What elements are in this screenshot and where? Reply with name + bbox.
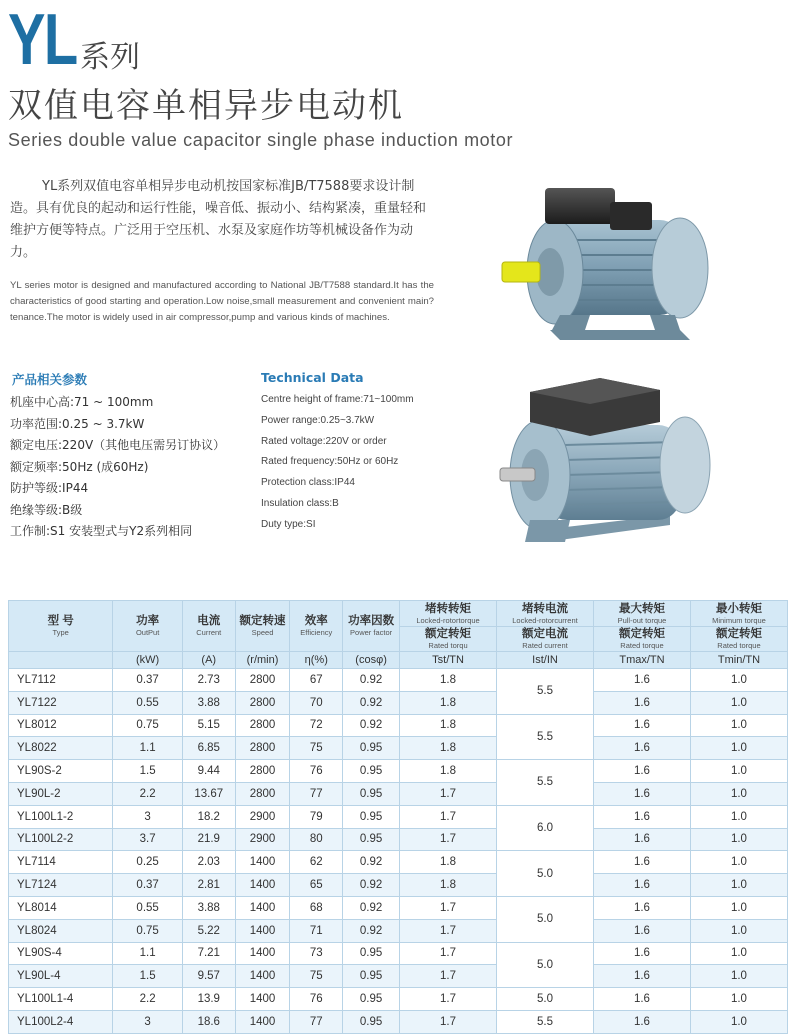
cell-type: YL8022 bbox=[9, 737, 113, 760]
tech-item: Rated voltage:220V or order bbox=[261, 435, 387, 447]
table-cell: 1.0 bbox=[690, 896, 787, 919]
table-cell: 3.88 bbox=[182, 896, 235, 919]
table-cell: 65 bbox=[290, 874, 343, 897]
table-cell: 0.92 bbox=[343, 669, 400, 692]
spec-table bbox=[8, 600, 788, 1034]
table-cell: 0.92 bbox=[343, 691, 400, 714]
col-power-factor: 功率因数 Power factor bbox=[343, 601, 400, 652]
table-cell: 0.95 bbox=[343, 988, 400, 1011]
cell-type: YL90L-4 bbox=[9, 965, 113, 988]
table-cell: 1.7 bbox=[400, 782, 497, 805]
table-cell: 0.95 bbox=[343, 805, 400, 828]
table-cell: 1.6 bbox=[593, 828, 690, 851]
table-cell: 1.0 bbox=[690, 874, 787, 897]
table-cell: 1.0 bbox=[690, 965, 787, 988]
table-cell: 18.6 bbox=[182, 1010, 235, 1033]
cell-type: YL100L1-4 bbox=[9, 988, 113, 1011]
table-cell: 0.95 bbox=[343, 965, 400, 988]
table-cell: 1.8 bbox=[400, 851, 497, 874]
table-row bbox=[9, 851, 788, 874]
cell-locked-current: 5.0 bbox=[497, 988, 594, 1011]
table-cell: 1.6 bbox=[593, 805, 690, 828]
table-row bbox=[9, 942, 788, 965]
table-cell: 1400 bbox=[235, 874, 290, 897]
table-cell: 0.95 bbox=[343, 828, 400, 851]
cell-locked-current: 5.5 bbox=[497, 669, 594, 715]
table-cell: 1.7 bbox=[400, 828, 497, 851]
cell-type: YL7114 bbox=[9, 851, 113, 874]
intro-text-cn: YL系列双值电容单相异步电动机按国家标准JB/T7588要求设计制造。具有优良的起动和运行性能，噪音低、振动小、结构紧凑，重量轻和维护方便等特点。广泛用于空压机、水泵及家庭作坊等机械设备作为动力。 bbox=[10, 179, 427, 260]
table-row bbox=[9, 896, 788, 919]
table-cell: 2800 bbox=[235, 737, 290, 760]
table-cell: 1.0 bbox=[690, 1010, 787, 1033]
table-cell: 1.6 bbox=[593, 737, 690, 760]
table-cell: 1.5 bbox=[113, 760, 183, 783]
cell-locked-current: 5.5 bbox=[497, 1010, 594, 1033]
table-cell: 2900 bbox=[235, 828, 290, 851]
table-cell: 75 bbox=[290, 737, 343, 760]
unit-cell: (A) bbox=[182, 652, 235, 669]
table-cell: 0.25 bbox=[113, 851, 183, 874]
page-title: 双值电容单相异步电动机 bbox=[8, 86, 404, 126]
cell-locked-current: 5.0 bbox=[497, 896, 594, 942]
table-cell: 1.0 bbox=[690, 851, 787, 874]
table-cell: 1.6 bbox=[593, 1010, 690, 1033]
table-cell: 1.6 bbox=[593, 669, 690, 692]
table-cell: 1.6 bbox=[593, 919, 690, 942]
table-cell: 3 bbox=[113, 1010, 183, 1033]
table-cell: 72 bbox=[290, 714, 343, 737]
table-cell: 1.6 bbox=[593, 714, 690, 737]
table-cell: 2.03 bbox=[182, 851, 235, 874]
table-cell: 2800 bbox=[235, 782, 290, 805]
table-cell: 1.6 bbox=[593, 988, 690, 1011]
cell-type: YL8014 bbox=[9, 896, 113, 919]
cell-type: YL7122 bbox=[9, 691, 113, 714]
series-label: 系列 bbox=[80, 40, 140, 75]
unit-cell: η(%) bbox=[290, 652, 343, 669]
table-cell: 0.75 bbox=[113, 714, 183, 737]
unit-cell: Ist/IN bbox=[497, 652, 594, 669]
table-cell: 1.6 bbox=[593, 942, 690, 965]
col-locked-current: 堵转电流 Locked-rotorcurrent 额定电流 Rated current bbox=[497, 601, 594, 652]
table-cell: 62 bbox=[290, 851, 343, 874]
table-cell: 1400 bbox=[235, 965, 290, 988]
table-cell: 76 bbox=[290, 760, 343, 783]
table-cell: 0.92 bbox=[343, 874, 400, 897]
tech-item: Power range:0.25~3.7kW bbox=[261, 414, 375, 426]
tech-item: Protection class:IP44 bbox=[261, 477, 355, 489]
table-cell: 1.1 bbox=[113, 737, 183, 760]
table-cell: 1.0 bbox=[690, 737, 787, 760]
table-cell: 3.7 bbox=[113, 828, 183, 851]
table-cell: 0.95 bbox=[343, 1010, 400, 1033]
table-cell: 0.55 bbox=[113, 691, 183, 714]
col-efficiency: 效率 Efficiency bbox=[290, 601, 343, 652]
table-cell: 1.8 bbox=[400, 691, 497, 714]
table-cell: 79 bbox=[290, 805, 343, 828]
table-cell: 13.67 bbox=[182, 782, 235, 805]
table-cell: 0.75 bbox=[113, 919, 183, 942]
table-cell: 7.21 bbox=[182, 942, 235, 965]
table-cell: 2800 bbox=[235, 760, 290, 783]
table-cell: 77 bbox=[290, 1010, 343, 1033]
table-cell: 0.95 bbox=[343, 760, 400, 783]
table-cell: 1.6 bbox=[593, 760, 690, 783]
table-cell: 2.73 bbox=[182, 669, 235, 692]
param-item: 工作制:S1 安装型式与Y2系列相同 bbox=[10, 524, 193, 538]
table-cell: 0.37 bbox=[113, 669, 183, 692]
table-row bbox=[9, 919, 788, 942]
param-item: 机座中心高:71 ~ 100mm bbox=[10, 395, 154, 409]
table-cell: 1.7 bbox=[400, 805, 497, 828]
table-cell: 67 bbox=[290, 669, 343, 692]
table-cell: 1.6 bbox=[593, 965, 690, 988]
table-cell: 73 bbox=[290, 942, 343, 965]
table-cell: 2.2 bbox=[113, 782, 183, 805]
table-cell: 0.95 bbox=[343, 737, 400, 760]
unit-cell: (cosφ) bbox=[343, 652, 400, 669]
params-title-en: Technical Data bbox=[261, 370, 364, 385]
series-logo: YL bbox=[8, 0, 77, 80]
table-cell: 0.95 bbox=[343, 782, 400, 805]
table-cell: 1.0 bbox=[690, 942, 787, 965]
col-current: 电流 Current bbox=[182, 601, 235, 652]
tech-item: Centre height of frame:71~100mm bbox=[261, 394, 414, 405]
param-item: 绝缘等级:B级 bbox=[10, 502, 83, 517]
cell-type: YL100L2-4 bbox=[9, 1010, 113, 1033]
table-cell: 1.0 bbox=[690, 760, 787, 783]
table-cell: 1400 bbox=[235, 851, 290, 874]
table-cell: 80 bbox=[290, 828, 343, 851]
table-cell: 1.7 bbox=[400, 896, 497, 919]
cell-type: YL100L2-2 bbox=[9, 828, 113, 851]
table-cell: 5.22 bbox=[182, 919, 235, 942]
table-cell: 0.92 bbox=[343, 896, 400, 919]
table-cell: 1.7 bbox=[400, 1010, 497, 1033]
cell-type: YL7112 bbox=[9, 669, 113, 692]
page-title-en: Series double value capacitor single phase induction motor bbox=[8, 130, 514, 150]
col-power: 功率 OutPut bbox=[113, 601, 183, 652]
table-row bbox=[9, 669, 788, 692]
table-cell: 1.6 bbox=[593, 874, 690, 897]
col-min-torque: 最小转矩 Minimum torque 额定转矩 Rated torque bbox=[690, 601, 787, 652]
table-cell: 0.92 bbox=[343, 851, 400, 874]
table-cell: 2800 bbox=[235, 691, 290, 714]
cell-locked-current: 5.5 bbox=[497, 760, 594, 806]
table-cell: 2800 bbox=[235, 669, 290, 692]
table-cell: 1.5 bbox=[113, 965, 183, 988]
unit-cell: (kW) bbox=[113, 652, 183, 669]
table-cell: 1.8 bbox=[400, 760, 497, 783]
table-cell: 1.6 bbox=[593, 851, 690, 874]
unit-cell: Tmin/TN bbox=[690, 652, 787, 669]
cell-type: YL90L-2 bbox=[9, 782, 113, 805]
cell-locked-current: 5.5 bbox=[497, 714, 594, 760]
params-list-en bbox=[261, 390, 414, 536]
col-locked-torque: 堵转转矩 Locked-rotortorque 额定转矩 Rated torqu bbox=[400, 601, 497, 652]
table-row bbox=[9, 805, 788, 828]
table-cell: 76 bbox=[290, 988, 343, 1011]
table-cell: 71 bbox=[290, 919, 343, 942]
unit-cell: Tmax/TN bbox=[593, 652, 690, 669]
cell-type: YL8012 bbox=[9, 714, 113, 737]
table-cell: 0.37 bbox=[113, 874, 183, 897]
params-list-cn bbox=[10, 392, 225, 543]
table-cell: 1400 bbox=[235, 942, 290, 965]
table-cell: 13.9 bbox=[182, 988, 235, 1011]
table-cell: 21.9 bbox=[182, 828, 235, 851]
cell-type: YL100L1-2 bbox=[9, 805, 113, 828]
cell-locked-current: 5.0 bbox=[497, 942, 594, 988]
param-item: 额定电压:220V（其他电压需另订协议） bbox=[10, 438, 226, 452]
cell-locked-current: 5.0 bbox=[497, 851, 594, 897]
cell-locked-current: 6.0 bbox=[497, 805, 594, 851]
intro-text-en: YL series motor is designed and manufactured according to National JB/T7588 standard.It has the characteristics of good starting and operation.Low noise,small measurement and convenient main?tenance.The motor is widely used in air compressor,pump and various kinds of machines. bbox=[10, 280, 434, 323]
table-cell: 1400 bbox=[235, 896, 290, 919]
table-cell: 1.0 bbox=[690, 669, 787, 692]
table-cell: 5.15 bbox=[182, 714, 235, 737]
table-cell: 1.0 bbox=[690, 714, 787, 737]
cell-type: YL8024 bbox=[9, 919, 113, 942]
table-cell: 1.7 bbox=[400, 988, 497, 1011]
tech-item: Duty type:SI bbox=[261, 518, 316, 530]
table-cell: 1.6 bbox=[593, 782, 690, 805]
col-speed: 额定转速 Speed bbox=[235, 601, 290, 652]
table-cell: 9.44 bbox=[182, 760, 235, 783]
table-cell: 2.81 bbox=[182, 874, 235, 897]
cell-type: YL90S-4 bbox=[9, 942, 113, 965]
table-cell: 1.0 bbox=[690, 691, 787, 714]
col-max-torque: 最大转矩 Pull-out torque 额定转矩 Rated torque bbox=[593, 601, 690, 652]
table-cell: 77 bbox=[290, 782, 343, 805]
tech-item: Insulation class:B bbox=[261, 497, 339, 509]
motor-photo-2 bbox=[495, 370, 725, 555]
table-cell: 75 bbox=[290, 965, 343, 988]
table-cell: 1400 bbox=[235, 919, 290, 942]
table-row bbox=[9, 965, 788, 988]
table-cell: 1400 bbox=[235, 988, 290, 1011]
table-cell: 70 bbox=[290, 691, 343, 714]
table-cell: 1.0 bbox=[690, 828, 787, 851]
table-cell: 1.8 bbox=[400, 714, 497, 737]
table-cell: 6.85 bbox=[182, 737, 235, 760]
unit-cell bbox=[9, 652, 113, 669]
table-cell: 1.7 bbox=[400, 965, 497, 988]
cell-type: YL90S-2 bbox=[9, 760, 113, 783]
table-row bbox=[9, 737, 788, 760]
table-cell: 1.0 bbox=[690, 805, 787, 828]
param-item: 额定频率:50Hz (成60Hz) bbox=[10, 459, 149, 474]
table-cell: 0.95 bbox=[343, 942, 400, 965]
table-cell: 9.57 bbox=[182, 965, 235, 988]
table-cell: 0.55 bbox=[113, 896, 183, 919]
table-cell: 1400 bbox=[235, 1010, 290, 1033]
table-cell: 1.0 bbox=[690, 919, 787, 942]
spec-table-body bbox=[9, 669, 788, 1034]
table-cell: 1.0 bbox=[690, 988, 787, 1011]
col-type: 型 号 Type bbox=[9, 601, 113, 652]
table-cell: 1.6 bbox=[593, 691, 690, 714]
table-row bbox=[9, 782, 788, 805]
table-cell: 3.88 bbox=[182, 691, 235, 714]
table-cell: 1.7 bbox=[400, 919, 497, 942]
table-cell: 1.8 bbox=[400, 874, 497, 897]
table-row bbox=[9, 714, 788, 737]
table-cell: 68 bbox=[290, 896, 343, 919]
table-cell: 0.92 bbox=[343, 714, 400, 737]
table-cell: 1.1 bbox=[113, 942, 183, 965]
param-item: 功率范围:0.25 ~ 3.7kW bbox=[10, 416, 145, 431]
table-row bbox=[9, 874, 788, 897]
cell-type: YL7124 bbox=[9, 874, 113, 897]
param-item: 防护等级:IP44 bbox=[10, 481, 89, 495]
table-cell: 3 bbox=[113, 805, 183, 828]
table-cell: 1.8 bbox=[400, 669, 497, 692]
table-row bbox=[9, 691, 788, 714]
table-cell: 1.6 bbox=[593, 896, 690, 919]
table-row bbox=[9, 828, 788, 851]
table-cell: 1.8 bbox=[400, 737, 497, 760]
tech-item: Rated frequency:50Hz or 60Hz bbox=[261, 456, 399, 468]
table-row bbox=[9, 1010, 788, 1033]
table-cell: 1.7 bbox=[400, 942, 497, 965]
unit-cell: Tst/TN bbox=[400, 652, 497, 669]
table-cell: 18.2 bbox=[182, 805, 235, 828]
table-row bbox=[9, 988, 788, 1011]
table-cell: 2.2 bbox=[113, 988, 183, 1011]
table-cell: 0.92 bbox=[343, 919, 400, 942]
table-cell: 1.0 bbox=[690, 782, 787, 805]
table-cell: 2900 bbox=[235, 805, 290, 828]
unit-cell: (r/min) bbox=[235, 652, 290, 669]
motor-photo-1 bbox=[490, 180, 720, 350]
table-row bbox=[9, 760, 788, 783]
params-title-cn: 产品相关参数 bbox=[12, 372, 88, 387]
table-cell: 2800 bbox=[235, 714, 290, 737]
